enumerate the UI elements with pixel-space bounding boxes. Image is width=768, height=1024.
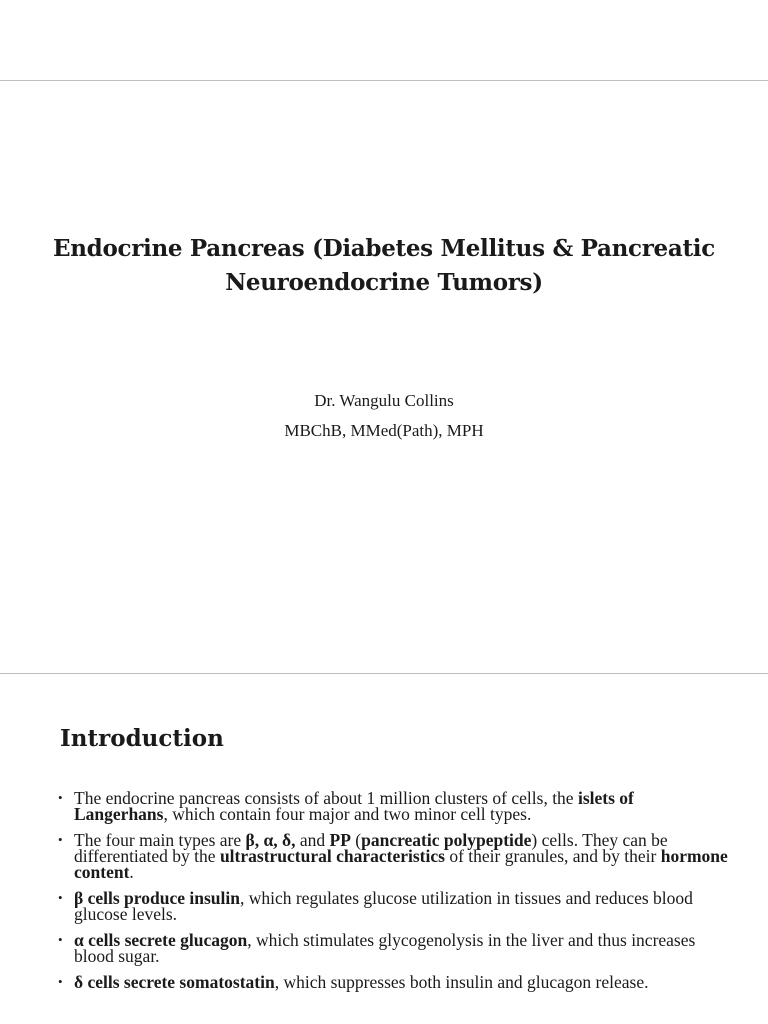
bullet-list (58, 790, 728, 1000)
bullet-emphasis: δ cells secrete somatostatin (74, 972, 275, 992)
bullet-emphasis: PP (329, 830, 351, 850)
title-slide (0, 81, 768, 673)
bullet-text: , which contain four major and two minor cell types. (163, 804, 532, 824)
bullet-item-4 (58, 932, 728, 964)
author-block (0, 386, 768, 446)
bullet-emphasis: β, α, δ, (245, 830, 296, 850)
bullet-emphasis: hormone content (74, 846, 728, 882)
bullet-marker: • (58, 890, 63, 905)
title-line-1: Endocrine Pancreas (Diabetes Mellitus & Pancreatic (53, 235, 715, 262)
bullet-emphasis: pancreatic polypeptide (361, 830, 532, 850)
bullet-text: The four main types are (74, 830, 246, 850)
author-name: Dr. Wangulu Collins (314, 391, 454, 410)
bullet-text: , which stimulates glycogenolysis in the liver and thus increases blood sugar. (74, 930, 696, 966)
bullet-marker: • (58, 832, 63, 847)
bullet-marker: • (58, 974, 63, 989)
bullet-item-5 (58, 974, 728, 990)
bullet-emphasis: ultrastructural characteristics (219, 846, 445, 866)
bullet-text: , which suppresses both insulin and glucagon release. (274, 972, 649, 992)
bullet-item-3 (58, 890, 728, 922)
bullet-text: ) cells. They can be differentiated by the (74, 830, 668, 866)
presentation-title (20, 232, 748, 300)
bullet-marker: • (58, 932, 63, 947)
author-credentials: MBChB, MMed(Path), MPH (284, 421, 484, 440)
bullet-item-2 (58, 832, 728, 880)
bullet-text: of their granules, and by their (444, 846, 661, 866)
title-line-2: Neuroendocrine Tumors) (225, 269, 543, 296)
bullet-marker: • (58, 790, 63, 805)
bullet-text: The endocrine pancreas consists of about 1 million clusters of cells, the (74, 788, 578, 808)
bullet-text: . (129, 862, 134, 882)
bullet-text: ( (350, 830, 362, 850)
introduction-heading: Introduction (60, 725, 224, 752)
bullet-emphasis: islets of Langerhans (74, 788, 634, 824)
bullet-item-1 (58, 790, 728, 822)
bullet-text: and (295, 830, 330, 850)
bullet-emphasis: α cells secrete glucagon (74, 930, 248, 950)
bullet-text: , which regulates glucose utilization in tissues and reduces blood glucose levels. (74, 888, 693, 924)
bullet-emphasis: β cells produce insulin (74, 888, 240, 908)
introduction-slide (0, 674, 768, 1024)
